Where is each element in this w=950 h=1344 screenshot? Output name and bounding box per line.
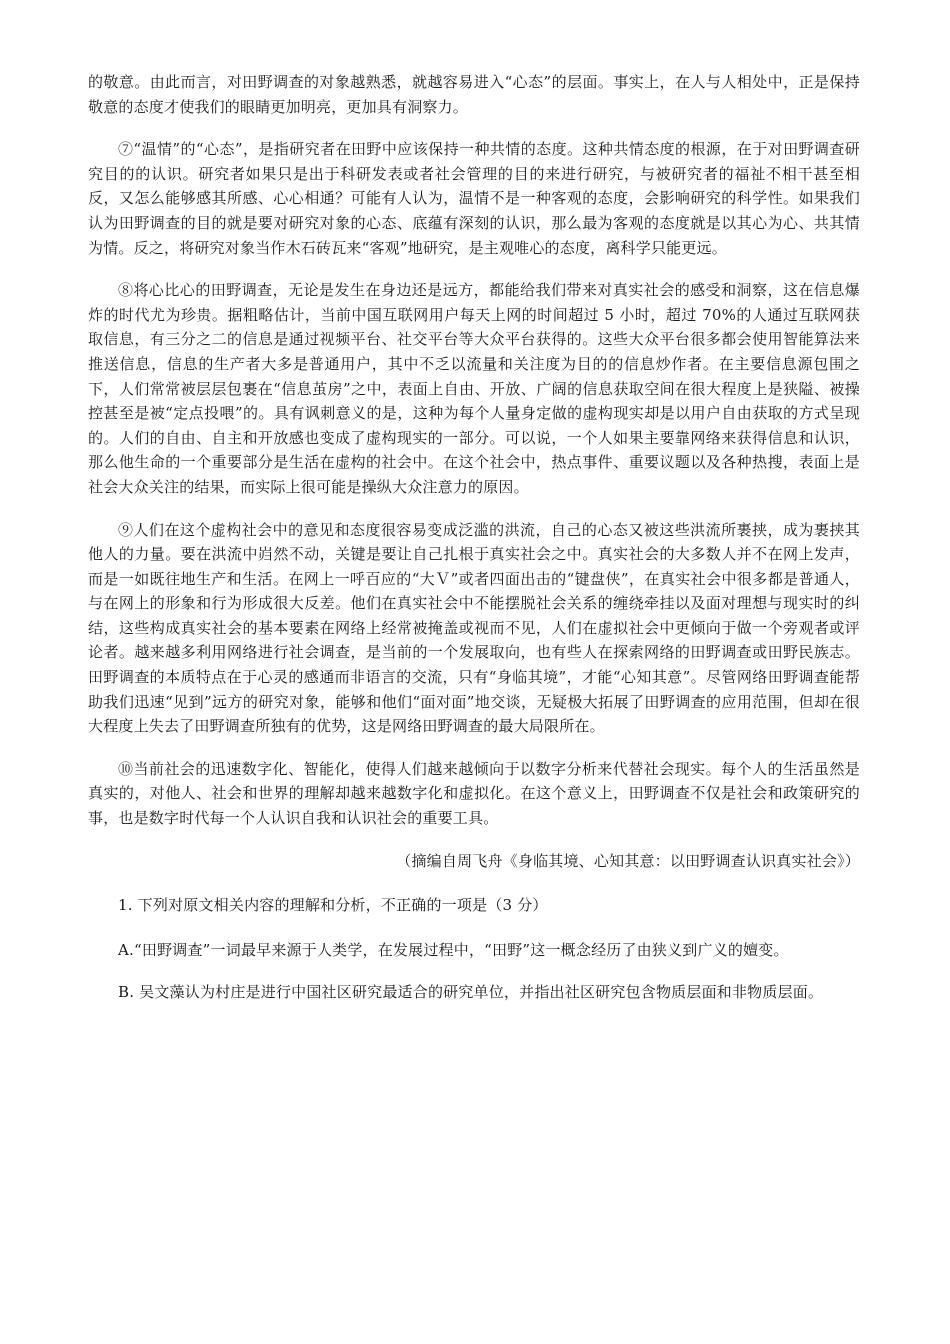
option-b: B. 吴文藻认为村庄是进行中国社区研究最适合的研究单位，并指出社区研究包含物质层面和非物质层面。 [118,983,824,1002]
paragraph-continued: 的敬意。由此而言，对田野调查的对象越熟悉，就越容易进入“心态”的层面。事实上，在人与人相处中，正是保持敬意的态度才使我们的眼睛更加明亮，更加具有洞察力。 [88,73,860,116]
paragraph-10: ⑩当前社会的迅速数字化、智能化，使得人们越来越倾向于以数字分析来代替社会现实。每个人的生活虽然是真实的，对他人、社会和世界的理解却越来越数字化和虚拟化。在这个意义上，田野调查不仅是社会和政策研究的事，也是数字时代每一个人认识自我和认识社会的重要工具。 [88,759,860,828]
paragraph-7: ⑦“温情”的“心态”，是指研究者在田野中应该保持一种共情的态度。这种共情态度的根源，在于对田野调查研究目的的认识。研究者如果只是出于科研发表或者社会管理的目的来进行研究，与被研究者的福祉不相干甚至相反，又怎么能够感其所感、心心相通？可能有人认为，温情不是一种客观的态度，会影响研究的科学性。如果我们认为田野调查的目的就是要对研究对象的心态、底蕴有深刻的认识，那么最为客观的态度就是以其心为心、共其情为情。反之，将研究对象当作木石砖瓦来“客观”地研究，是主观唯心的态度，离科学只能更远。 [88,140,860,257]
paragraph-8: ⑧将心比心的田野调查，无论是发生在身边还是远方，都能给我们带来对真实社会的感受和洞察，这在信息爆炸的时代尤为珍贵。据粗略估计，当前中国互联网用户每天上网的时间超过 5 小时，超过 70%的人通过互联网获取信息，有三分之二的信息是通过视频平台、社交平台等大众平台获得的。这些大众平台很多都会使用智能算法来推送信息，信息的生产者大多是普通用户，其中不乏以流量和关注度为目的的信息炒作者。在主要信息源包围之下，人们常常被层层包裹在“信息茧房”之中，表面上自由、开放、广阔的信息获取空间在很大程度上是狭隘、被操控甚至是被“定点投喂”的。具有讽刺意义的是，这种为每个人量身定做的虚构现实却是以用户自由获取的方式呈现的。人们的自由、自主和开放感也变成了虚构现实的一部分。可以说，一个人如果主要靠网络来获得信息和认识，那么他生命的一个重要部分是生活在虚构的社会中。在这个社会中，热点事件、重要议题以及各种热搜，表面上是社会大众关注的结果，而实际上很可能是操纵大众注意力的原因。 [88,281,860,496]
source-citation: （摘编自周飞舟《身临其境、心知其意：以田野调查认识真实社会》） [396,851,860,870]
paragraph-9: ⑨人们在这个虚构社会中的意见和态度很容易变成泛滥的洪流，自己的心态又被这些洪流所裹挟，成为裹挟其他人的力量。要在洪流中岿然不动，关键是要让自己扎根于真实社会之中。真实社会的大多数人并不在网上发声，而是一如既往地生产和生活。在网上一呼百应的“大Ｖ”或者四面出击的“键盘侠”，在真实社会中很多都是普通人，与在网上的形象和行为形成很大反差。他们在真实社会中不能摆脱社会关系的缠绕牵挂以及面对理想与现实时的纠结，这些构成真实社会的基本要素在网络上经常被掩盖或视而不见，人们在虚拟社会中更倾向于做一个旁观者或评论者。越来越多利用网络进行社会调查，是当前的一个发展取向，也有些人在探索网络的田野调查或田野民族志。田野调查的本质特点在于心灵的感通而非语言的交流，只有“身临其境”，才能“心知其意”。尽管网络田野调查能帮助我们迅速“见到”远方的研究对象，能够和他们“面对面”地交谈，无疑极大拓展了田野调查的应用范围，但却在很大程度上失去了田野调查所独有的优势，这是网络田野调查的最大局限所在。 [88,520,860,736]
option-a: A.“田野调查”一词最早来源于人类学，在发展过程中，“田野”这一概念经历了由狭义到广义的嬗变。 [118,940,789,959]
document-page [88,70,860,1023]
question-1: 1. 下列对原文相关内容的理解和分析，不正确的一项是（3 分） [118,896,548,915]
